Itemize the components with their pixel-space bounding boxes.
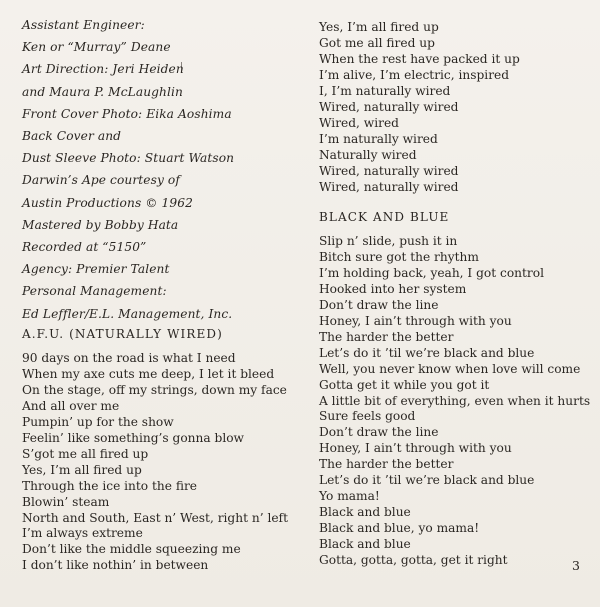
credit-line: Ken or “Murray” Deane bbox=[22, 40, 171, 55]
lyric-line: Pumpin’ up for the show bbox=[22, 414, 174, 429]
lyric-line: Wired, naturally wired bbox=[319, 99, 459, 114]
lyric-line: I don’t like nothin’ in between bbox=[22, 558, 209, 573]
credit-line: Dust Sleeve Photo: Stuart Watson bbox=[22, 151, 235, 166]
credit-line: Recorded at “5150” bbox=[22, 240, 147, 255]
lyric-line: Wired, naturally wired bbox=[319, 163, 459, 178]
lyric-line: Yes, I’m all fired up bbox=[319, 20, 439, 34]
lyric-line: Honey, I ain’t through with you bbox=[319, 441, 512, 456]
lyric-line: Let’s do it ’til we’re black and blue bbox=[319, 473, 535, 488]
credit-line: and Maura P. McLaughlin bbox=[22, 84, 183, 99]
afu-lyrics-part1 bbox=[22, 351, 288, 574]
lyric-line: Wired, wired bbox=[319, 115, 399, 130]
credit-line: Front Cover Photo: Eika Aoshima bbox=[22, 106, 232, 121]
lyric-line: I’m holding back, yeah, I got control bbox=[319, 265, 544, 280]
lyric-line: Well, you never know when love will come bbox=[319, 361, 581, 376]
credit-line: Mastered by Bobby Hata bbox=[22, 217, 179, 232]
lyric-line: On the stage, off my strings, down my face bbox=[22, 382, 287, 397]
lyric-line: Bitch sure got the rhythm bbox=[319, 249, 479, 264]
lyric-line: The harder the better bbox=[319, 329, 454, 344]
lyric-line: The harder the better bbox=[319, 457, 454, 472]
lyric-line: When the rest have packed it up bbox=[319, 51, 520, 66]
lyric-line: A little bit of everything, even when it hurts bbox=[319, 393, 591, 408]
lyric-line: I’m naturally wired bbox=[319, 131, 438, 146]
lyric-line: Let’s do it ’til we’re black and blue bbox=[319, 345, 535, 360]
lyric-line: Slip n’ slide, push it in bbox=[319, 234, 458, 248]
lyric-line: Black and blue bbox=[319, 505, 411, 520]
lyric-line: And all over me bbox=[22, 398, 120, 413]
lyric-line: Gotta, gotta, gotta, get it right bbox=[319, 553, 508, 568]
lyric-line: Hooked into her system bbox=[319, 281, 467, 296]
lyric-line: Wired, naturally wired bbox=[319, 179, 459, 194]
lyric-line: Black and blue, yo mama! bbox=[319, 521, 480, 536]
lyric-line: I’m alive, I’m electric, inspired bbox=[319, 67, 510, 82]
lyric-line: S’got me all fired up bbox=[22, 446, 149, 461]
song-title-black-and-blue: BLACK AND BLUE bbox=[319, 210, 450, 224]
lyric-line: Don’t like the middle squeezing me bbox=[22, 542, 241, 557]
lyric-line: I’m always extreme bbox=[22, 526, 143, 541]
black-and-blue-lyrics bbox=[319, 234, 590, 569]
song-title-afu: A.F.U. (NATURALLY WIRED) bbox=[22, 327, 223, 341]
credit-line: Ed Leffler/E.L. Management, Inc. bbox=[22, 306, 233, 321]
credit-line: Back Cover and bbox=[22, 129, 122, 144]
credit-line: Agency: Premier Talent bbox=[22, 262, 170, 277]
lyric-line: When my axe cuts me deep, I let it bleed bbox=[22, 366, 275, 381]
credit-line: Art Direction: Jeri Heiden bbox=[22, 62, 184, 77]
credits-block bbox=[22, 14, 234, 325]
afu-lyrics-part2 bbox=[319, 20, 520, 195]
lyric-line: I, I’m naturally wired bbox=[319, 83, 451, 98]
credit-line: Personal Management: bbox=[22, 284, 167, 299]
lyric-line: Blowin’ steam bbox=[22, 494, 110, 509]
lyric-line: Through the ice into the fire bbox=[22, 478, 198, 493]
credit-line: Austin Productions © 1962 bbox=[22, 195, 193, 210]
lyric-line: Black and blue bbox=[319, 537, 411, 552]
lyric-line: Don’t draw the line bbox=[319, 425, 439, 440]
lyric-line: Gotta get it while you got it bbox=[319, 377, 490, 392]
page-number: 3 bbox=[572, 558, 580, 573]
lyric-line: 90 days on the road is what I need bbox=[22, 351, 236, 365]
lyric-line: Don’t draw the line bbox=[319, 297, 439, 312]
lyric-line: Yes, I’m all fired up bbox=[22, 462, 142, 477]
lyric-line: Sure feels good bbox=[319, 409, 416, 424]
lyric-line: Naturally wired bbox=[319, 147, 417, 162]
credit-line: Assistant Engineer: bbox=[22, 18, 145, 32]
lyric-line: Got me all fired up bbox=[319, 35, 435, 50]
credit-line: Darwin’s Ape courtesy of bbox=[22, 173, 180, 188]
lyric-line: Feelin’ like something’s gonna blow bbox=[22, 430, 244, 445]
lyric-line: Honey, I ain’t through with you bbox=[319, 313, 512, 328]
lyric-line: North and South, East n’ West, right n’ left bbox=[22, 510, 288, 525]
lyric-line: Yo mama! bbox=[319, 489, 380, 504]
